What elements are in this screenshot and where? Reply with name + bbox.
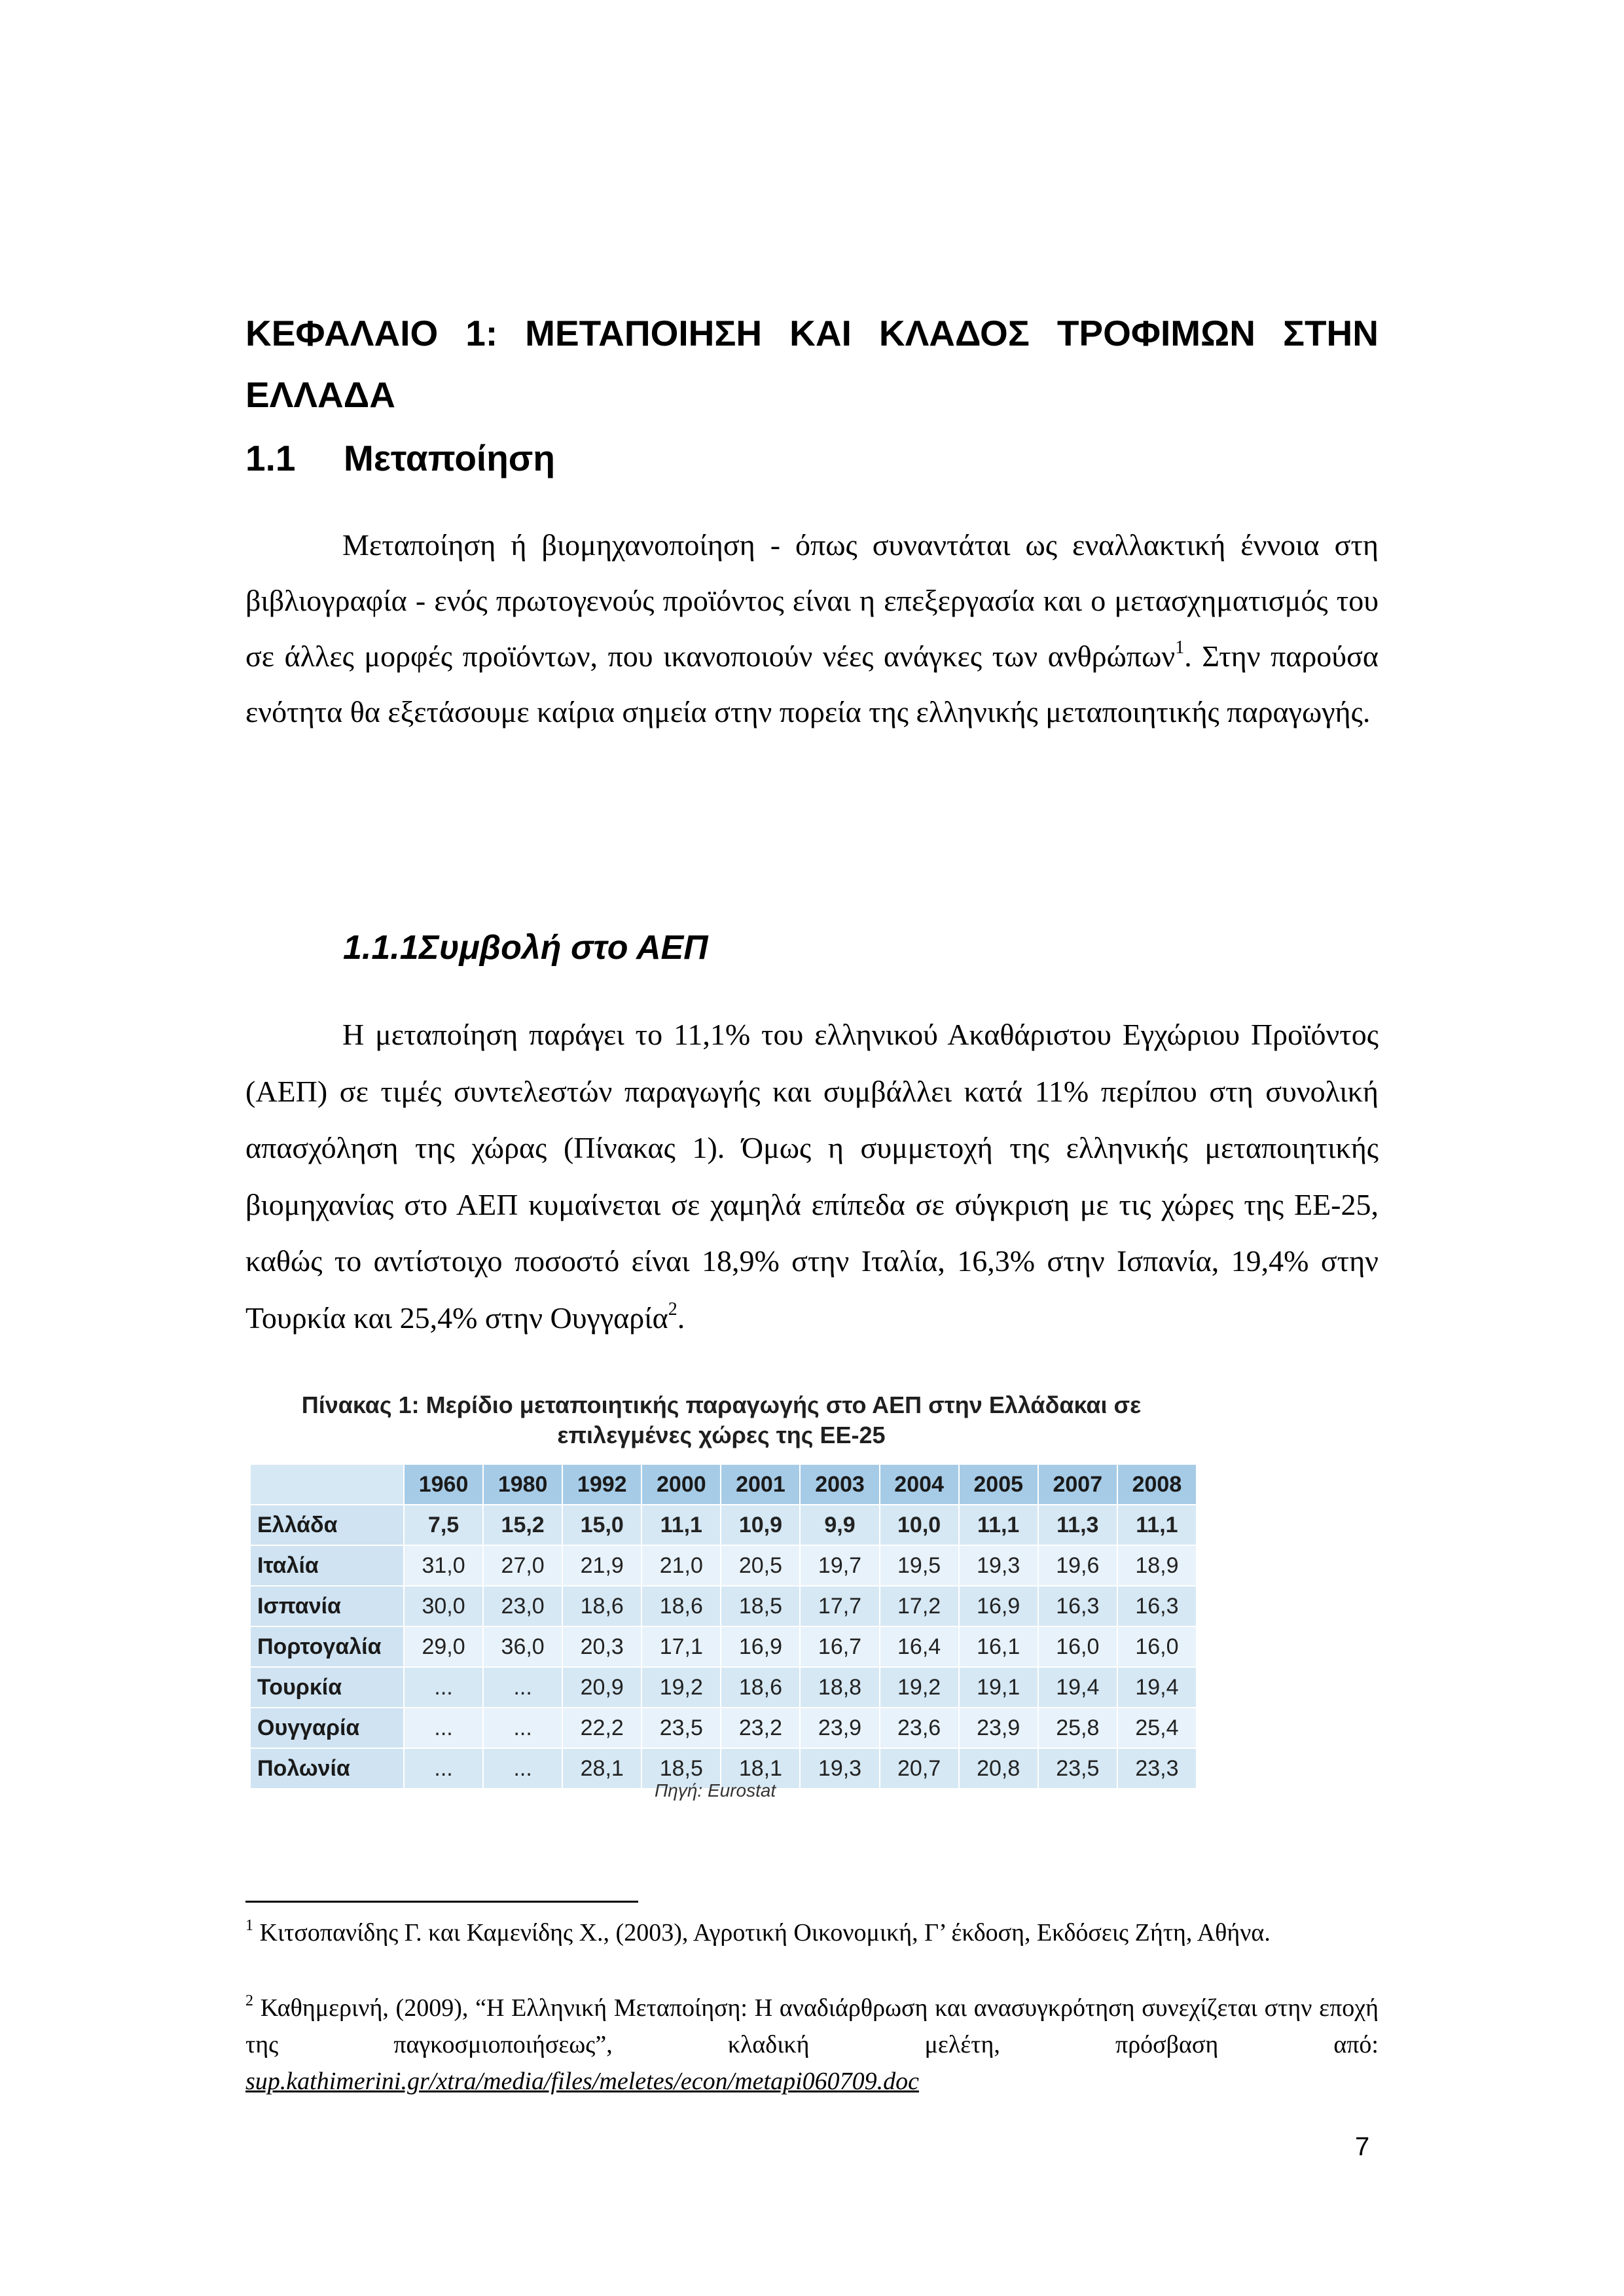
section-paragraph-text-end: . Στην παρούσα ενότητα θα εξετάσουμε καίρια σημεία στην πορεία της ελληνικής μεταποιητικής παραγωγής. bbox=[245, 639, 1379, 728]
value-cell: 23,5 bbox=[641, 1708, 721, 1748]
value-cell: 23,6 bbox=[880, 1708, 959, 1748]
year-header: 1992 bbox=[562, 1465, 641, 1505]
value-cell: 7,5 bbox=[404, 1505, 483, 1545]
value-cell: 16,0 bbox=[1038, 1626, 1117, 1667]
value-cell: 16,3 bbox=[1117, 1586, 1197, 1626]
subsection-title: Συμβολή στο ΑΕΠ bbox=[419, 929, 708, 967]
value-cell: 20,8 bbox=[959, 1748, 1038, 1789]
value-cell: 16,7 bbox=[800, 1626, 879, 1667]
value-cell: 15,2 bbox=[483, 1505, 562, 1545]
value-cell: 20,9 bbox=[562, 1667, 641, 1708]
value-cell: 25,8 bbox=[1038, 1708, 1117, 1748]
value-cell: 23,0 bbox=[483, 1586, 562, 1626]
year-header: 1980 bbox=[483, 1465, 562, 1505]
value-cell: 18,6 bbox=[562, 1586, 641, 1626]
value-cell: 22,2 bbox=[562, 1708, 641, 1748]
country-cell: Πολωνία bbox=[251, 1748, 404, 1789]
value-cell: 18,6 bbox=[721, 1667, 800, 1708]
value-cell: 19,1 bbox=[959, 1667, 1038, 1708]
value-cell: 10,0 bbox=[880, 1505, 959, 1545]
subsection-paragraph-text-end: . bbox=[677, 1300, 685, 1335]
value-cell: 19,3 bbox=[959, 1545, 1038, 1586]
value-cell: 15,0 bbox=[562, 1505, 641, 1545]
value-cell: 19,2 bbox=[880, 1667, 959, 1708]
value-cell: 18,9 bbox=[1117, 1545, 1197, 1586]
table-row-turkey bbox=[251, 1667, 1197, 1708]
value-cell: 23,9 bbox=[959, 1708, 1038, 1748]
value-cell: 17,1 bbox=[641, 1626, 721, 1667]
footnote-ref-2[interactable]: 2 bbox=[668, 1299, 677, 1319]
footnote-2 bbox=[245, 1990, 1379, 2063]
value-cell: ... bbox=[483, 1708, 562, 1748]
value-cell: 19,4 bbox=[1038, 1667, 1117, 1708]
manufacturing-share-table bbox=[251, 1465, 1197, 1789]
value-cell: 18,8 bbox=[800, 1667, 879, 1708]
table-corner-cell bbox=[251, 1465, 404, 1505]
table-row-hungary bbox=[251, 1708, 1197, 1748]
value-cell: 21,0 bbox=[641, 1545, 721, 1586]
value-cell: ... bbox=[404, 1667, 483, 1708]
value-cell: 28,1 bbox=[562, 1748, 641, 1789]
value-cell: 18,5 bbox=[641, 1748, 721, 1789]
footnote-divider bbox=[245, 1901, 638, 1903]
section-paragraph bbox=[245, 517, 1379, 740]
year-header: 2004 bbox=[880, 1465, 959, 1505]
value-cell: ... bbox=[404, 1748, 483, 1789]
country-cell: Ισπανία bbox=[251, 1586, 404, 1626]
value-cell: 20,7 bbox=[880, 1748, 959, 1789]
value-cell: 16,9 bbox=[959, 1586, 1038, 1626]
value-cell: 25,4 bbox=[1117, 1708, 1197, 1748]
value-cell: 19,2 bbox=[641, 1667, 721, 1708]
year-header: 2005 bbox=[959, 1465, 1038, 1505]
footnote-text: Καθημερινή, (2009), “Η Ελληνική Μεταποίηση: Η αναδιάρθρωση και ανασυγκρότηση συνεχίζεται στην εποχή της παγκοσμιοποιήσεως”, κλαδική μελέτη, πρόσβαση από: bbox=[245, 1994, 1379, 2058]
subsection-paragraph-text: Η μεταποίηση παράγει το 11,1% του ελληνικού Ακαθάριστου Εγχώριου Προϊόντος (ΑΕΠ) σε τιμές συντελεστών παραγωγής και συμβάλλει κατά 11% περίπου στη συνολική απασχόληση της χώρας (Πίνακας 1). Όμως η συμμετοχή της ελληνικής μεταποιητικής βιομηχανίας στο ΑΕΠ κυμαίνεται σε χαμηλά επίπεδα σε σύγκριση με τις χώρες της ΕΕ-25, καθώς το αντίστοιχο ποσοστό είναι 18,9% στην Ιταλία, 16,3% στην Ισπανία, 19,4% στην Τουρκία και 25,4% στην Ουγγαρία bbox=[245, 1018, 1379, 1335]
year-header: 2007 bbox=[1038, 1465, 1117, 1505]
value-cell: 27,0 bbox=[483, 1545, 562, 1586]
value-cell: 16,9 bbox=[721, 1626, 800, 1667]
footnote-2-link-line bbox=[245, 2063, 1379, 2100]
value-cell: 19,6 bbox=[1038, 1545, 1117, 1586]
value-cell: 18,6 bbox=[641, 1586, 721, 1626]
table-caption: Πίνακας 1: Μερίδιο μεταποιητικής παραγωγής στο ΑΕΠ στην Ελλάδακαι σε επιλεγμένες χώρες της ΕΕ-25 bbox=[301, 1391, 1142, 1448]
page-number: 7 bbox=[1355, 2132, 1370, 2161]
value-cell: 16,3 bbox=[1038, 1586, 1117, 1626]
subsection-number: 1.1.1 bbox=[343, 929, 419, 967]
section-paragraph-text: Μεταποίηση ή βιομηχανοποίηση - όπως συναντάται ως εναλλακτική έννοια στη βιβλιογραφία - ενός πρωτογενούς προϊόντος είναι η επεξεργασία και ο μετασχηματισμός του σε άλλες μορφές προϊόντων, που ικανοποιούν νέες ανάγκες των ανθρώπων bbox=[245, 528, 1379, 673]
country-cell: Τουρκία bbox=[251, 1667, 404, 1708]
table-row-spain bbox=[251, 1586, 1197, 1626]
value-cell: 20,3 bbox=[562, 1626, 641, 1667]
year-header: 2000 bbox=[641, 1465, 721, 1505]
value-cell: 29,0 bbox=[404, 1626, 483, 1667]
country-cell: Ιταλία bbox=[251, 1545, 404, 1586]
value-cell: 30,0 bbox=[404, 1586, 483, 1626]
value-cell: 19,4 bbox=[1117, 1667, 1197, 1708]
footnote-mark: 2 bbox=[245, 1992, 253, 2009]
table-row-italy bbox=[251, 1545, 1197, 1586]
value-cell: 23,5 bbox=[1038, 1748, 1117, 1789]
value-cell: 18,1 bbox=[721, 1748, 800, 1789]
value-cell: ... bbox=[404, 1708, 483, 1748]
section-heading bbox=[245, 432, 555, 484]
chapter-title: ΚΕΦΑΛΑΙΟ 1: ΜΕΤΑΠΟΙΗΣΗ ΚΑΙ ΚΛΑΔΟΣ ΤΡΟΦΙΜΩΝ ΣΤΗΝ ΕΛΛΑΔΑ bbox=[245, 313, 1379, 415]
value-cell: 11,3 bbox=[1038, 1505, 1117, 1545]
value-cell: 19,5 bbox=[880, 1545, 959, 1586]
subsection-heading bbox=[343, 925, 708, 971]
value-cell: 11,1 bbox=[641, 1505, 721, 1545]
value-cell: 10,9 bbox=[721, 1505, 800, 1545]
section-number: 1.1 bbox=[245, 438, 296, 478]
value-cell: 36,0 bbox=[483, 1626, 562, 1667]
value-cell: 17,2 bbox=[880, 1586, 959, 1626]
footnote-link[interactable]: sup.kathimerini.gr/xtra/media/files/meletes/econ/metapi060709.doc bbox=[245, 2068, 919, 2095]
value-cell: 31,0 bbox=[404, 1545, 483, 1586]
country-cell: Ελλάδα bbox=[251, 1505, 404, 1545]
value-cell: 19,7 bbox=[800, 1545, 879, 1586]
subsection-paragraph bbox=[245, 1007, 1379, 1346]
value-cell: 19,3 bbox=[800, 1748, 879, 1789]
year-header: 2008 bbox=[1117, 1465, 1197, 1505]
table-source: Πηγή: Eurostat bbox=[655, 1780, 776, 1801]
footnote-ref-1[interactable]: 1 bbox=[1175, 637, 1185, 658]
value-cell: 16,0 bbox=[1117, 1626, 1197, 1667]
value-cell: 21,9 bbox=[562, 1545, 641, 1586]
value-cell: 23,3 bbox=[1117, 1748, 1197, 1789]
value-cell: 16,4 bbox=[880, 1626, 959, 1667]
value-cell: 17,7 bbox=[800, 1586, 879, 1626]
value-cell: 23,9 bbox=[800, 1708, 879, 1748]
table-row-greece bbox=[251, 1505, 1197, 1545]
footnote-mark: 1 bbox=[245, 1917, 253, 1934]
year-header: 2003 bbox=[800, 1465, 879, 1505]
value-cell: ... bbox=[483, 1748, 562, 1789]
value-cell: 9,9 bbox=[800, 1505, 879, 1545]
value-cell: 11,1 bbox=[959, 1505, 1038, 1545]
country-cell: Πορτογαλία bbox=[251, 1626, 404, 1667]
value-cell: ... bbox=[483, 1667, 562, 1708]
value-cell: 16,1 bbox=[959, 1626, 1038, 1667]
year-header: 1960 bbox=[404, 1465, 483, 1505]
table-header-row bbox=[251, 1465, 1197, 1505]
section-title: Μεταποίηση bbox=[344, 438, 556, 478]
value-cell: 20,5 bbox=[721, 1545, 800, 1586]
value-cell: 18,5 bbox=[721, 1586, 800, 1626]
value-cell: 11,1 bbox=[1117, 1505, 1197, 1545]
country-cell: Ουγγαρία bbox=[251, 1708, 404, 1748]
table-row-portugal bbox=[251, 1626, 1197, 1667]
value-cell: 23,2 bbox=[721, 1708, 800, 1748]
footnote-1 bbox=[245, 1914, 1379, 1951]
year-header: 2001 bbox=[721, 1465, 800, 1505]
footnote-text: Κιτσοπανίδης Γ. και Καμενίδης Χ., (2003), Αγροτική Οικονομική, Γ’ έκδοση, Εκδόσεις Ζήτη, Αθήνα. bbox=[259, 1919, 1271, 1946]
